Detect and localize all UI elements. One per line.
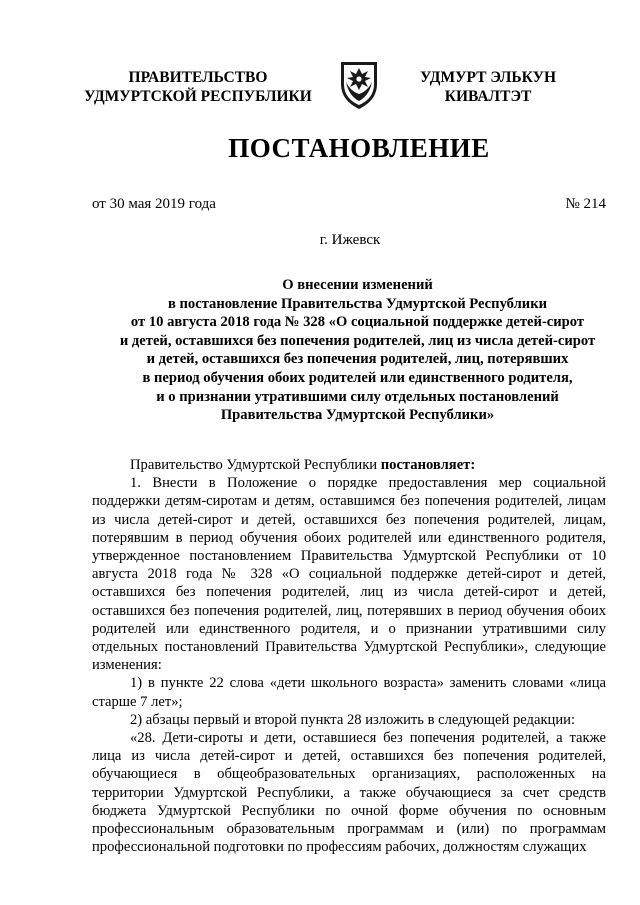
document-subject (60, 276, 640, 425)
subject-line: в период обучения обоих родителей или единственного родителя, (142, 369, 573, 386)
government-name-line: УДМУРТ ЭЛЬКУН (419, 69, 557, 86)
paragraph-subitem-2: 2) абзацы первый и второй пункта 28 изложить в следующей редакции: (130, 711, 576, 728)
subject-line: и детей, оставшихся без попечения родителей, лиц, потерявших (146, 351, 569, 368)
government-name-russian (68, 68, 328, 106)
subject-line: Правительства Удмуртской Республики» (220, 407, 495, 424)
document-number: № 214 (565, 196, 606, 212)
intro-text: Правительство Удмуртской Республики (130, 457, 381, 473)
subject-line: и детей, оставшихся без попечения родителей, лиц из числа детей-сирот (119, 332, 596, 349)
udmurtia-coat-of-arms-icon (337, 58, 381, 110)
document-title: ПОСТАНОВЛЕНИЕ (228, 133, 490, 163)
subject-line: от 10 августа 2018 года № 328 «О социальной поддержке детей-сирот (130, 314, 585, 331)
government-name-line: ПРАВИТЕЛЬСТВО (128, 69, 268, 86)
document-date: от 30 мая 2019 года (92, 196, 216, 212)
paragraph-subitem-1: 1) в пункте 22 слова «дети школьного возраста» заменить словами «лица старше 7 лет»; (92, 675, 606, 710)
paragraph-item-1: 1. Внести в Положение о порядке предоставления мер социальной поддержки детям-сиротам и детям, оставшимся без попечения родителей, лицам из числа детей-сирот и детей, оставшихся без попечения родителей, лицам, потерявшим в период обучения обоих родителей или единственного родителя, утвержденное постановлением Правительства Удмуртской Республики от 10 августа 2018 года № 328 «О социальной поддержке детей-сирот и детей, оставшихся без попечения родителей, лиц из числа детей-сирот и детей, оставшихся без попечения родителей, лиц, потерявших в период обучения обоих родителей или единственного родителя, и о признании утратившими силу отдельных постановлений Правительства Удмуртской Республики», следующие изменения: (92, 475, 606, 674)
government-name-line: УДМУРТСКОЙ РЕСПУБЛИКИ (84, 88, 312, 105)
paragraph-clause-28: «28. Дети-сироты и дети, оставшиеся без попечения родителей, а также лица из числа детей-сирот и детей, оставшихся без попечения родителей, обучающиеся в общеобразовательных организациях, расположенных на территории Удмуртской Республики, а также обучающиеся за счет средств бюджета Удмуртской Республики по очной форме обучения по основным профессиональным образовательным программам и (или) по программам профессиональной подготовки по профессиям рабочих, должностям служащих (92, 730, 606, 856)
document-body (92, 456, 606, 856)
subject-line: в постановление Правительства Удмуртской Республики (167, 295, 548, 312)
government-name-line: КИВАЛТЭТ (444, 88, 532, 105)
government-name-udmurt (398, 68, 578, 106)
intro-paragraph (92, 456, 606, 474)
intro-decree-word: постановляет: (380, 457, 476, 473)
subject-line: О внесении изменений (282, 277, 433, 293)
document-city: г. Ижевск (319, 232, 381, 248)
subject-line: и о признании утратившими силу отдельных постановлений (156, 388, 559, 405)
document-header (0, 58, 640, 128)
